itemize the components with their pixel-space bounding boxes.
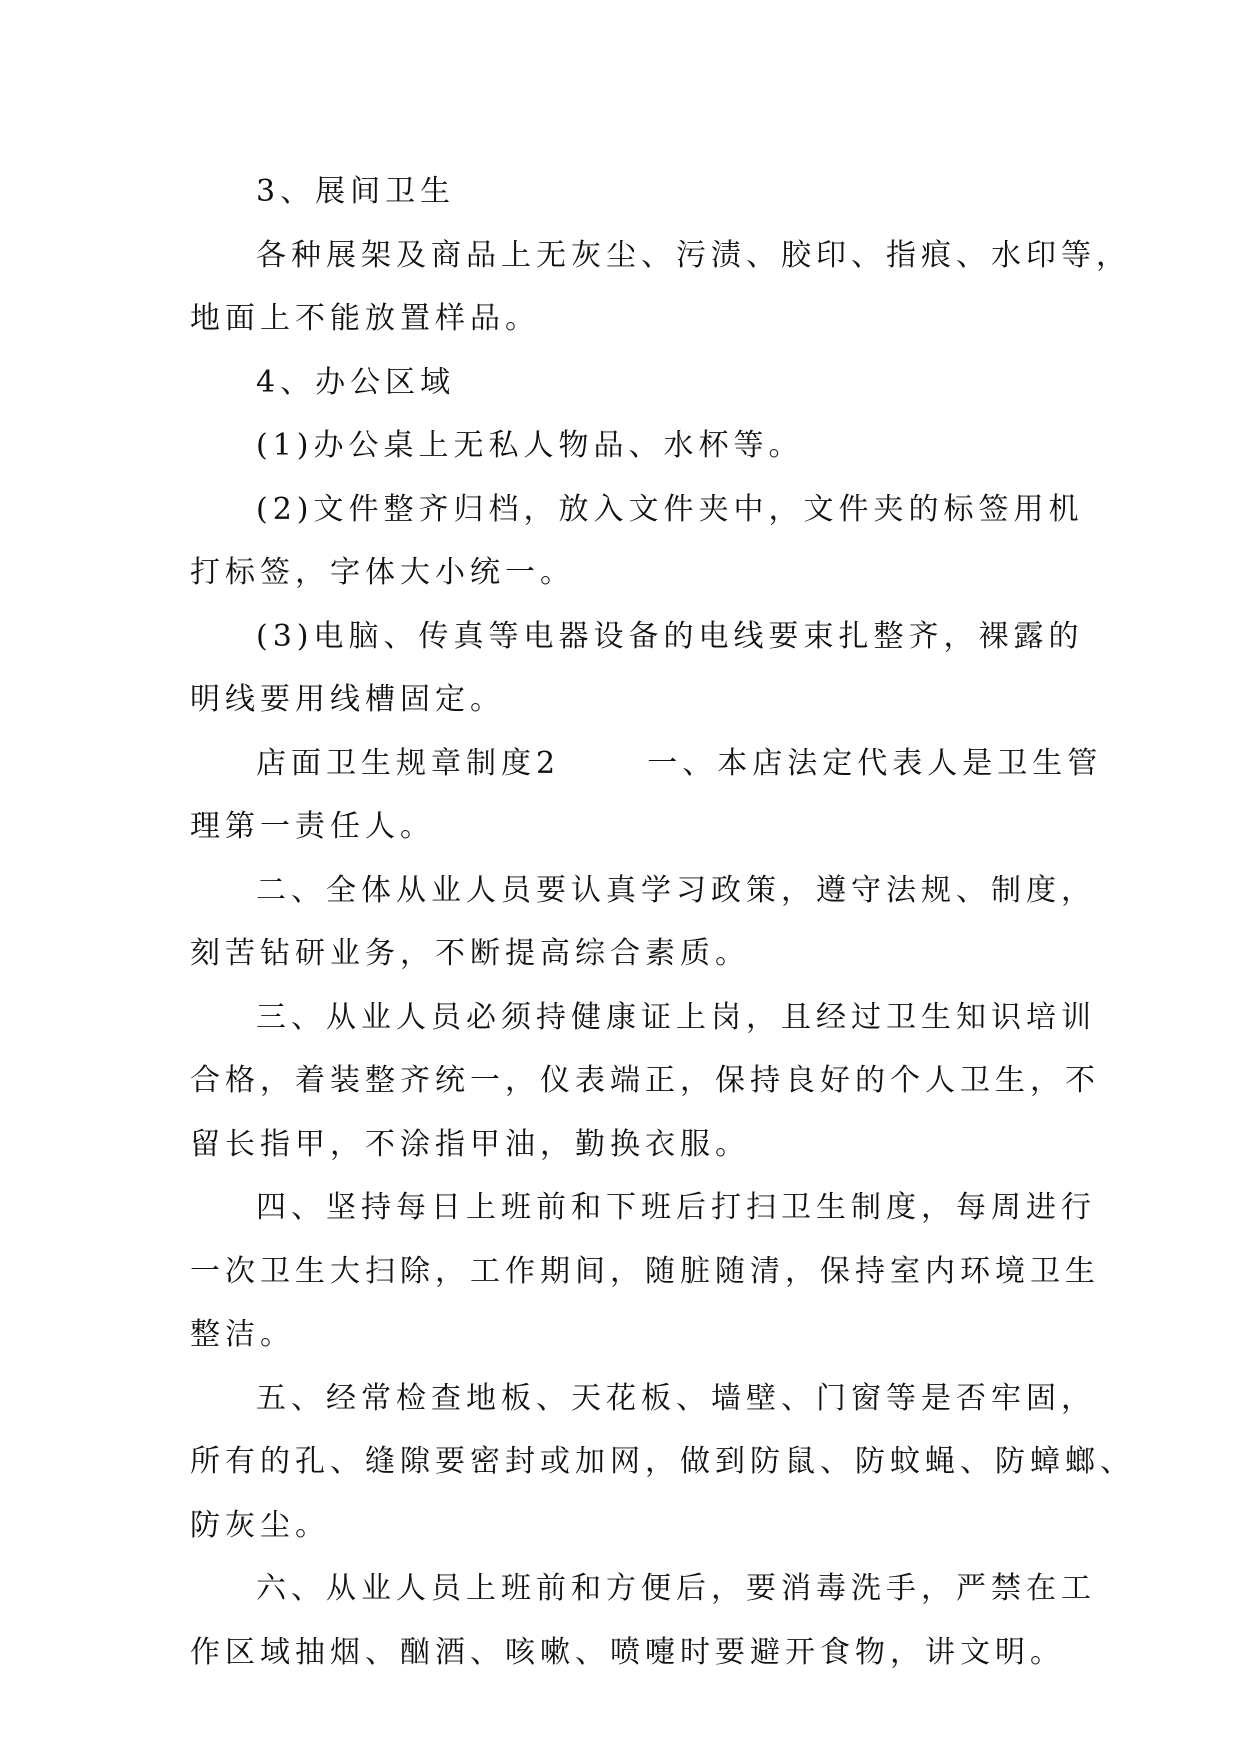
text-line-4: 4、办公区域 <box>256 364 456 400</box>
text-line-22: 防灰尘。 <box>190 1507 330 1543</box>
text-line-13: 刻苦钻研业务，不断提高综合素质。 <box>190 936 750 971</box>
text-line-1: 3、展间卫生 <box>256 174 456 209</box>
text-line-18: 一次卫生大扫除，工作期间，随脏随清，保持室内环境卫生 <box>190 1253 1100 1289</box>
text-line-3: 地面上不能放置样品。 <box>190 301 540 336</box>
text-line-11: 理第一责任人。 <box>190 809 435 844</box>
text-line-21: 所有的孔、缝隙要密封或加网，做到防鼠、防蚊蝇、防蟑螂、 <box>190 1444 1135 1479</box>
text-line-16: 留长指甲，不涂指甲油，勤换衣服。 <box>190 1126 750 1162</box>
text-line-10: 店面卫生规章制度2 一、本店法定代表人是卫生管 <box>256 745 1103 781</box>
text-line-7: 打标签，字体大小统一。 <box>190 555 575 590</box>
text-line-8: (3)电脑、传真等电器设备的电线要束扎整齐，裸露的 <box>256 618 1084 654</box>
text-line-20: 五、经常检查地板、天花板、墙壁、门窗等是否牢固， <box>256 1380 1096 1416</box>
text-line-9: 明线要用线槽固定。 <box>190 682 505 717</box>
text-line-19: 整洁。 <box>190 1317 295 1352</box>
text-line-15: 合格，着装整齐统一，仪表端正，保持良好的个人卫生，不 <box>190 1063 1100 1098</box>
text-line-2: 各种展架及商品上无灰尘、污渍、胶印、指痕、水印等， <box>256 237 1131 273</box>
text-line-12: 二、全体从业人员要认真学习政策，遵守法规、制度， <box>256 872 1096 908</box>
text-line-24: 作区域抽烟、酗酒、咳嗽、喷嚏时要避开食物，讲文明。 <box>190 1634 1065 1670</box>
text-line-17: 四、坚持每日上班前和下班后打扫卫生制度，每周进行 <box>256 1190 1096 1225</box>
text-line-6: (2)文件整齐归档，放入文件夹中，文件夹的标签用机 <box>256 491 1084 527</box>
text-line-23: 六、从业人员上班前和方便后，要消毒洗手，严禁在工 <box>256 1571 1096 1606</box>
text-line-5: (1)办公桌上无私人物品、水杯等。 <box>256 428 804 463</box>
document-body <box>190 160 1135 1684</box>
text-line-14: 三、从业人员必须持健康证上岗，且经过卫生知识培训 <box>256 999 1096 1035</box>
